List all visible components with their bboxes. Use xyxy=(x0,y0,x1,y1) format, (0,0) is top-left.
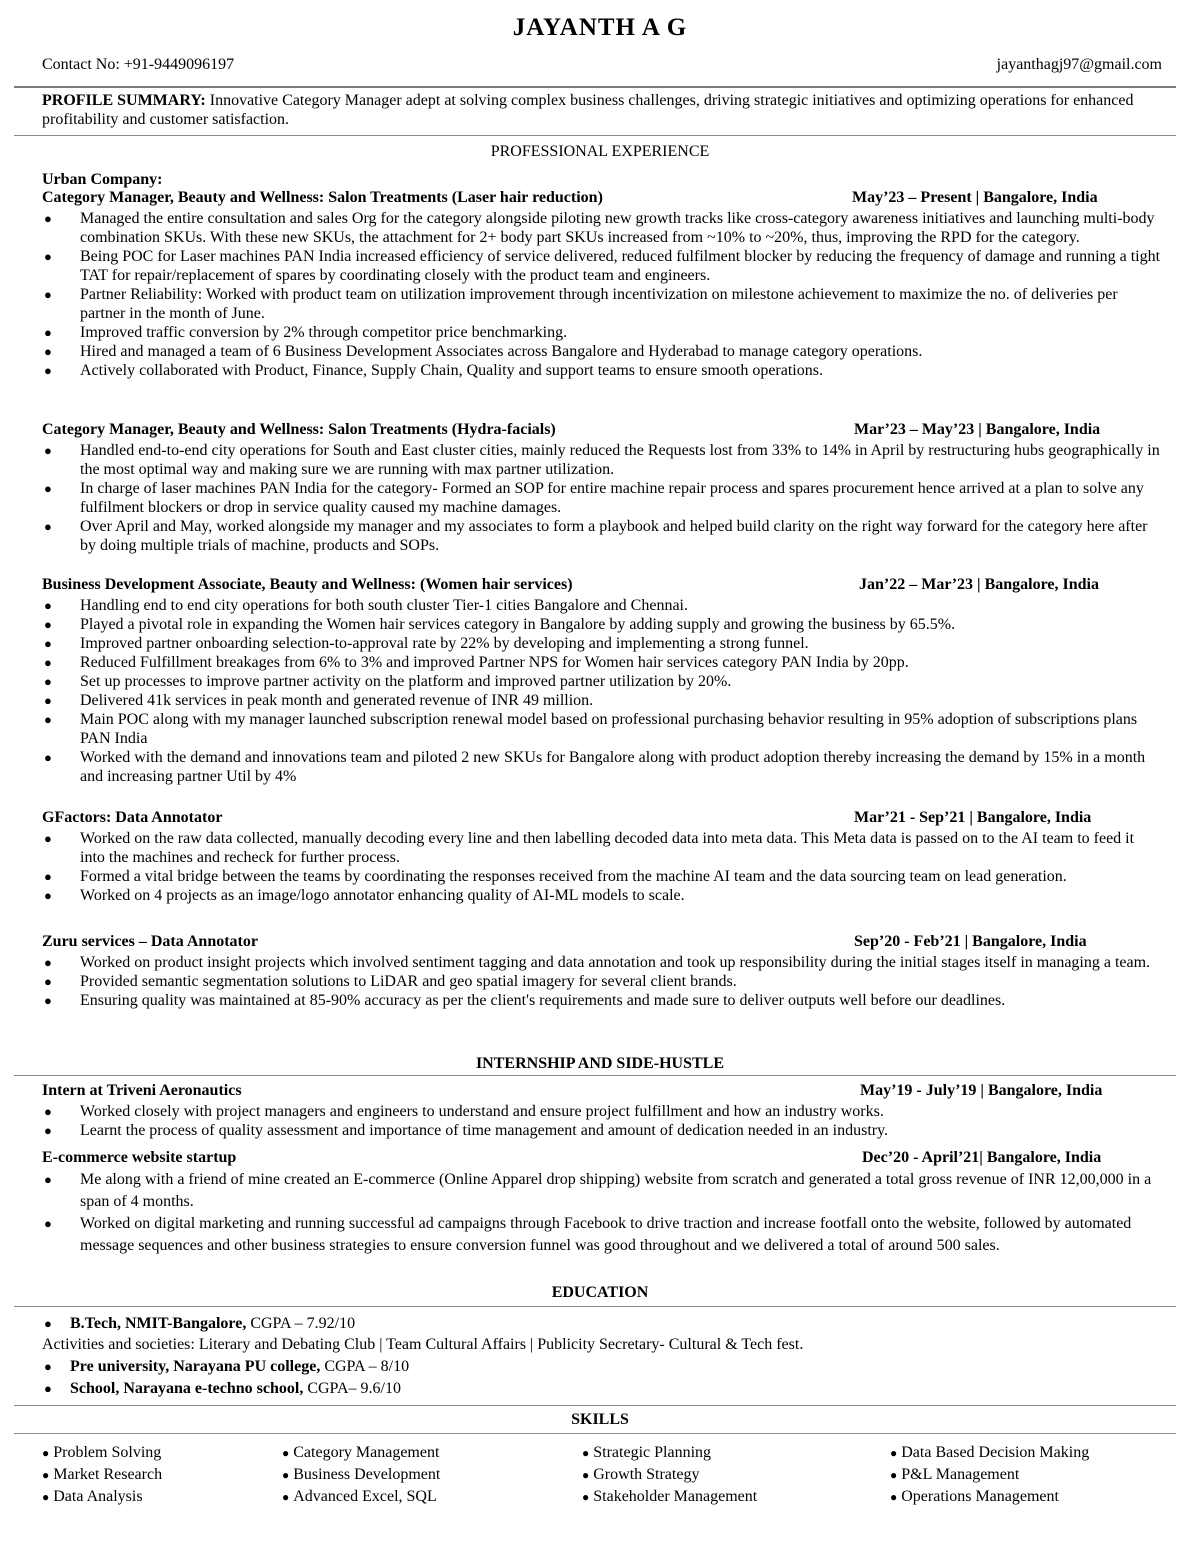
list-item: ● Being POC for Laser machines PAN India increased efficiency of service delivered, reduced fulfilment blocker by reducing the frequency of damage and running a tight TAT for repair/replacement of spares by coordinating closely with the product team and engineers. xyxy=(44,248,1161,284)
list-item: ● Provided semantic segmentation solutions to LiDAR and geo spatial imagery for several client brands. xyxy=(44,973,737,990)
bullet-icon: ● xyxy=(890,1468,898,1482)
job-header xyxy=(42,421,1162,441)
divider xyxy=(14,86,1176,88)
section-title-internship: INTERNSHIP AND SIDE-HUSTLE xyxy=(475,1055,725,1072)
divider xyxy=(14,1075,1176,1076)
list-item: ● Worked on the raw data collected, manually decoding every line and then labelling decoded data into meta data. This Meta data is passed on to the AI team to feed it into the machines and recheck for further process. xyxy=(44,830,1135,866)
education-activities: Activities and societies: Literary and Debating Club | Team Cultural Affairs | Publicity Secretary- Cultural & Tech fest. xyxy=(42,1336,804,1353)
job-role: Business Development Associate, Beauty and Wellness: (Women hair services) xyxy=(42,576,573,593)
bullet-icon: ● xyxy=(44,1316,52,1331)
job-header xyxy=(42,809,1162,829)
education-items xyxy=(42,1314,1162,1334)
bullet-icon: ● xyxy=(44,888,52,903)
education-list xyxy=(42,1314,1162,1400)
bullet-icon: ● xyxy=(44,1359,52,1374)
divider xyxy=(14,1306,1176,1307)
education-item: ● B.Tech, NMIT-Bangalore, CGPA – 7.92/10 xyxy=(44,1315,356,1332)
job-dates-location: May’19 - July’19 | Bangalore, India xyxy=(860,1082,1103,1099)
profile-summary-label: PROFILE SUMMARY: xyxy=(42,92,206,109)
bullet-icon: ● xyxy=(44,955,52,970)
skill-item: ● Market Research xyxy=(42,1466,163,1483)
bullet-icon: ● xyxy=(44,344,52,359)
skill-item: ● Business Development xyxy=(282,1466,441,1483)
list-item: ● Handled end-to-end city operations for South and East cluster cities, mainly reduced the Requests lost from 33% to 14% in April by restructuring hubs geographically in the most optimal way and making sure we are running with max partner utilization. xyxy=(44,442,1160,478)
list-item: ● Ensuring quality was maintained at 85-90% accuracy as per the client's requirements and made sure to deliver outputs well before our deadlines. xyxy=(44,992,1006,1009)
bullet-icon: ● xyxy=(44,974,52,989)
skills-column xyxy=(282,1442,440,1508)
bullet-icon: ● xyxy=(44,249,52,264)
bullet-icon: ● xyxy=(44,750,52,765)
bullet-icon: ● xyxy=(890,1446,898,1460)
company-name: Urban Company: xyxy=(42,171,163,188)
skill-item: ● Data Analysis xyxy=(42,1488,143,1505)
profile-summary xyxy=(42,91,1162,129)
contact-row xyxy=(42,56,1162,78)
list-item: ● Reduced Fulfillment breakages from 6% to 3% and improved Partner NPS for Women hair services category PAN India by 20pp. xyxy=(44,654,909,671)
contact-number: Contact No: +91-9449096197 xyxy=(42,56,235,73)
list-item: ● Set up processes to improve partner activity on the platform and improved partner utilization by 20%. xyxy=(44,673,732,690)
bullet-icon: ● xyxy=(44,993,52,1008)
bullet-icon: ● xyxy=(44,287,52,302)
skills-column xyxy=(890,1442,1089,1508)
job-bullets xyxy=(42,829,1162,905)
education-item: ● School, Narayana e-techno school, CGPA– 9.6/10 xyxy=(42,1378,1162,1400)
job-role: E-commerce website startup xyxy=(42,1149,237,1166)
job-dates-location: Mar’23 – May’23 | Bangalore, India xyxy=(854,421,1101,438)
list-item: ● In charge of laser machines PAN India for the category- Formed an SOP for entire machine repair process and spares procurement hence arrived at a plan to solve any fulfilment blockers or drop in service quality caused my machine damages. xyxy=(44,480,1144,516)
skill-item: ● Operations Management xyxy=(890,1488,1059,1505)
bullet-icon: ● xyxy=(44,211,52,226)
section-title-skills: SKILLS xyxy=(571,1411,629,1428)
job-header xyxy=(42,933,1162,953)
bullet-icon: ● xyxy=(44,617,52,632)
bullet-icon: ● xyxy=(44,674,52,689)
skill-item: ● Strategic Planning xyxy=(582,1444,712,1461)
section-title-education: EDUCATION xyxy=(551,1284,649,1301)
job-bullets xyxy=(42,953,1162,1010)
job-dates-location: Jan’22 – Mar’23 | Bangalore, India xyxy=(859,576,1099,593)
list-item: ● Improved traffic conversion by 2% through competitor price benchmarking. xyxy=(44,324,568,341)
list-item: ● Over April and May, worked alongside my manager and my associates to form a playbook and helped build clarity on the right way forward for the category here after by doing multiple trials of machine, products and SOPs. xyxy=(44,518,1148,554)
bullet-icon: ● xyxy=(44,655,52,670)
bullet-icon: ● xyxy=(44,1216,52,1231)
bullet-icon: ● xyxy=(44,443,52,458)
list-item: ● Improved partner onboarding selection-to-approval rate by 22% by developing and implementing a strong funnel. xyxy=(44,635,809,652)
experience-job-zuru xyxy=(42,933,1162,1010)
bullet-icon: ● xyxy=(582,1490,590,1504)
bullet-icon: ● xyxy=(44,712,52,727)
job-bullets xyxy=(42,1169,1162,1257)
experience-job-women-hair xyxy=(42,576,1162,786)
job-header xyxy=(42,576,1162,596)
bullet-icon: ● xyxy=(44,363,52,378)
job-dates-location: Sep’20 - Feb’21 | Bangalore, India xyxy=(854,933,1087,950)
bullet-icon: ● xyxy=(44,1172,52,1187)
list-item: ● Worked closely with project managers and engineers to understand and ensure project fulfillment and how an industry works. xyxy=(44,1103,884,1120)
email-address: jayanthagj97@gmail.com xyxy=(996,56,1162,73)
skill-item: ● Data Based Decision Making xyxy=(890,1444,1090,1461)
job-bullets xyxy=(42,1102,1162,1140)
list-item: ● Handling end to end city operations for both south cluster Tier-1 cities Bangalore and Chennai. xyxy=(44,597,688,614)
bullet-icon: ● xyxy=(282,1468,290,1482)
bullet-icon: ● xyxy=(42,1490,50,1504)
bullet-icon: ● xyxy=(44,831,52,846)
list-item: ● Worked with the demand and innovations team and piloted 2 new SKUs for Bangalore along with product adoption thereby increasing the demand by 15% in a month and increasing partner Util by 4% xyxy=(44,749,1146,785)
job-role: Intern at Triveni Aeronautics xyxy=(42,1082,242,1099)
bullet-icon: ● xyxy=(42,1468,50,1482)
divider xyxy=(14,1405,1176,1406)
list-item: ● Me along with a friend of mine created an E-commerce (Online Apparel drop shipping) website from scratch and generated a total gross revenue of INR 12,00,000 in a span of 4 months. xyxy=(44,1171,1152,1210)
education-items xyxy=(42,1356,1162,1400)
education-item: ● Pre university, Narayana PU college, CGPA – 8/10 xyxy=(42,1356,1162,1378)
bullet-icon: ● xyxy=(44,1104,52,1119)
bullet-icon: ● xyxy=(44,869,52,884)
side-hustle-ecommerce xyxy=(42,1149,1162,1257)
bullet-icon: ● xyxy=(44,481,52,496)
bullet-icon: ● xyxy=(44,1123,52,1138)
bullet-icon: ● xyxy=(44,693,52,708)
job-bullets xyxy=(42,596,1162,786)
internship-triveni xyxy=(42,1082,1162,1140)
job-dates-location: Mar’21 - Sep’21 | Bangalore, India xyxy=(854,809,1092,826)
divider xyxy=(14,1433,1176,1434)
profile-summary-text: Innovative Category Manager adept at solving complex business challenges, driving strategic initiatives and optimizing operations for enhanced profitability and customer satisfaction. xyxy=(42,92,1134,128)
list-item: ● Partner Reliability: Worked with product team on utilization improvement through incentivization on milestone achievement to maximize the no. of deliveries per partner in the month of June. xyxy=(44,286,1118,322)
list-item: ● Hired and managed a team of 6 Business Development Associates across Bangalore and Hyderabad to manage category operations. xyxy=(44,343,923,360)
list-item: ● Worked on digital marketing and running successful ad campaigns through Facebook to drive traction and increase footfall onto the website, followed by automated message sequences and other business strategies to ensure conversion funnel was good throughout and we delivered a total of around 500 sales. xyxy=(44,1215,1132,1254)
bullet-icon: ● xyxy=(282,1446,290,1460)
job-dates-location: May’23 – Present | Bangalore, India xyxy=(852,189,1098,206)
list-item: ● Actively collaborated with Product, Finance, Supply Chain, Quality and support teams to ensure smooth operations. xyxy=(44,362,823,379)
candidate-name: JAYANTH A G xyxy=(512,14,688,41)
list-item: ● Delivered 41k services in peak month and generated revenue of INR 49 million. xyxy=(44,692,594,709)
section-title-experience: PROFESSIONAL EXPERIENCE xyxy=(490,143,710,160)
job-header xyxy=(42,189,1162,209)
job-bullets xyxy=(42,209,1162,380)
skill-item: ● Category Management xyxy=(282,1444,440,1461)
bullet-icon: ● xyxy=(44,325,52,340)
bullet-icon: ● xyxy=(890,1490,898,1504)
list-item: ● Learnt the process of quality assessment and importance of time management and amount of dedication needed in an industry. xyxy=(44,1122,889,1139)
skill-item: ● Problem Solving xyxy=(42,1444,162,1461)
list-item: ● Worked on product insight projects which involved sentiment tagging and data annotation and took up responsibility during the initial stages itself in managing a team. xyxy=(44,954,1151,971)
skills-column xyxy=(42,1442,162,1508)
list-item: ● Managed the entire consultation and sales Org for the category alongside piloting new growth tracks like cross-category awareness initiatives and launching multi-body combination SKUs. With these new SKUs, the attachment for 2+ body part SKUs increased from ~10% to ~20%, thus, improving the RPD for the category. xyxy=(44,210,1155,246)
skills-column xyxy=(582,1442,757,1508)
job-role: Category Manager, Beauty and Wellness: Salon Treatments (Hydra-facials) xyxy=(42,421,556,438)
list-item: ● Played a pivotal role in expanding the Women hair services category in Bangalore by adding supply and growing the business by 65.5%. xyxy=(44,616,956,633)
job-bullets xyxy=(42,441,1162,555)
bullet-icon: ● xyxy=(44,519,52,534)
job-header xyxy=(42,1082,1162,1102)
experience-urban-company xyxy=(42,171,1162,380)
skill-item: ● P&L Management xyxy=(890,1466,1020,1483)
job-role: Zuru services – Data Annotator xyxy=(42,933,258,950)
job-role: Category Manager, Beauty and Wellness: Salon Treatments (Laser hair reduction) xyxy=(42,189,603,206)
bullet-icon: ● xyxy=(42,1446,50,1460)
skill-item: ● Growth Strategy xyxy=(582,1466,700,1483)
divider xyxy=(14,135,1176,136)
experience-job-hydrafacials xyxy=(42,421,1162,555)
list-item: ● Worked on 4 projects as an image/logo annotator enhancing quality of AI-ML models to scale. xyxy=(44,887,685,904)
skill-item: ● Advanced Excel, SQL xyxy=(282,1488,437,1505)
experience-job-gfactors xyxy=(42,809,1162,905)
skill-item: ● Stakeholder Management xyxy=(582,1488,758,1505)
bullet-icon: ● xyxy=(582,1468,590,1482)
job-role: GFactors: Data Annotator xyxy=(42,809,223,826)
list-item: ● Main POC along with my manager launched subscription renewal model based on professional purchasing behavior resulting in 95% adoption of subscriptions plans PAN India xyxy=(44,711,1138,747)
bullet-icon: ● xyxy=(44,598,52,613)
bullet-icon: ● xyxy=(582,1446,590,1460)
bullet-icon: ● xyxy=(282,1490,290,1504)
bullet-icon: ● xyxy=(44,1381,52,1396)
job-dates-location: Dec’20 - April’21| Bangalore, India xyxy=(862,1149,1102,1166)
job-header xyxy=(42,1149,1162,1169)
list-item: ● Formed a vital bridge between the teams by coordinating the responses received from the machine AI team and the data sourcing team on lead generation. xyxy=(44,868,1067,885)
bullet-icon: ● xyxy=(44,636,52,651)
